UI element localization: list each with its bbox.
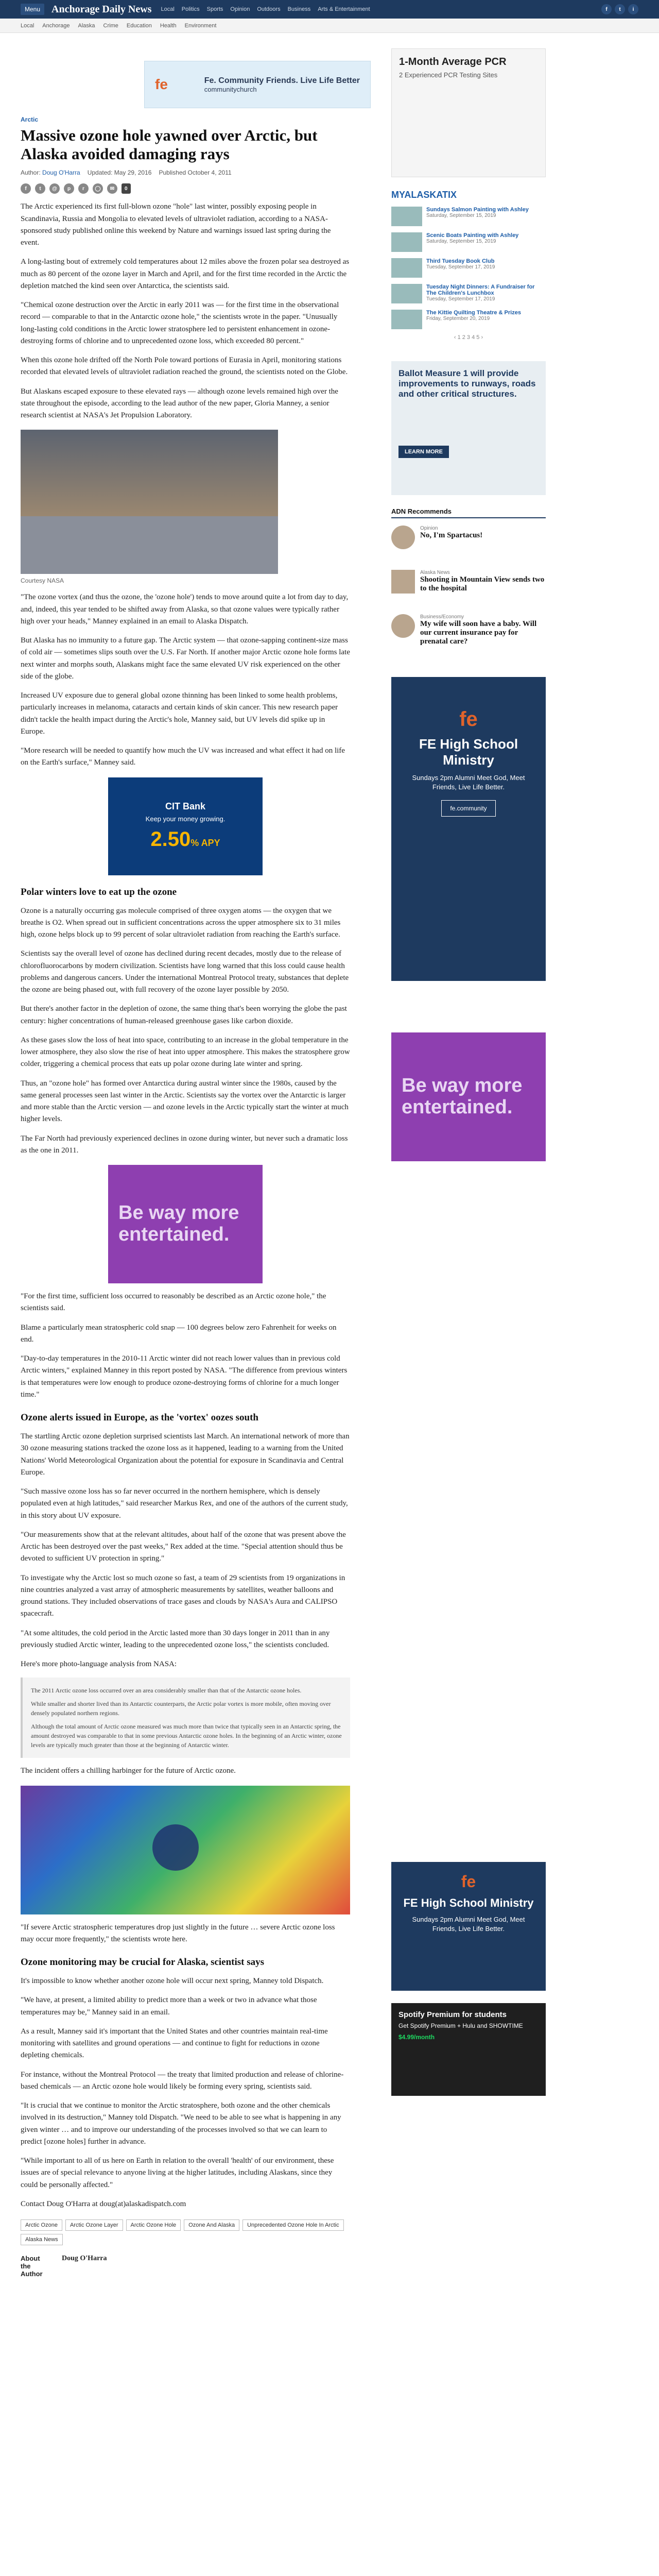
banner-title: Fe. Community Friends. Live Life Better [204, 76, 360, 85]
cit-bank-ad[interactable] [108, 777, 263, 875]
menu-button[interactable]: Menu [21, 4, 44, 15]
comment-count[interactable]: 0 [122, 183, 131, 194]
article [21, 116, 350, 2278]
nav-link[interactable]: Opinion [230, 6, 250, 12]
section-heading: Ozone monitoring may be crucial for Alaska, scientist says [21, 1957, 265, 1968]
paragraph: The Far North had previously experienced declines in ozone during winter, but never such a dramatic loss as the one in 2011. [21, 1134, 348, 1155]
pcr-ad[interactable] [391, 48, 546, 177]
event-item[interactable] [391, 284, 546, 303]
tag-list [21, 2219, 350, 2245]
fe-logo: fe [461, 1872, 476, 1891]
event-date: Tuesday, September 17, 2019 [426, 296, 495, 302]
reddit-share-icon[interactable]: r [78, 183, 89, 194]
quote-line: While smaller and shorter lived than its Antarctic counterparts, the Arctic polar vortex is more mobile, often moving over densely populated northern regions. [31, 1700, 331, 1717]
ballot-title: Ballot Measure 1 will provide improvements to runways, roads and other critical structures. [398, 368, 536, 399]
nav-link[interactable]: Business [287, 6, 311, 12]
nav-link[interactable]: Sports [206, 6, 223, 12]
paragraph: "While important to all of us here on Earth in relation to the overall 'health' of our environment, these issues are of special relevance to anyone living at the higher latitudes, including Alaskans, since they could be personally affected." [21, 2157, 334, 2189]
cit-tagline: Keep your money growing. [145, 815, 226, 823]
paragraph: Blame a particularly mean stratospheric cold snap — 100 degrees below zero Fahrenheit for weeks on end. [21, 1323, 337, 1344]
subnav-item[interactable]: Environment [184, 22, 217, 29]
event-date: Saturday, September 15, 2019 [426, 213, 496, 218]
event-date: Saturday, September 15, 2019 [426, 239, 496, 244]
quote-line: The 2011 Arctic ozone loss occurred over an area considerably smaller than that of the Antarctic ozone holes. [31, 1687, 302, 1694]
event-item[interactable] [391, 310, 546, 329]
avatar [391, 614, 415, 638]
mytix-logo[interactable]: MYALASKATIX [391, 190, 457, 200]
paragraph: "Such massive ozone loss has so far never occurred in the northern hemisphere, which is densely populated even at high latitudes," said researcher Markus Rex, and one of the authors of the current study, in this story about UV exposure. [21, 1487, 348, 1520]
paragraph: The Arctic experienced its first full-blown ozone "hole" last winter, possibly exposing people in Scandinavia, Russia and Mongolia to elevated levels of ultraviolet radiation, according to a NASA-sponsored study published online this weekend by Nature and warnings issued last spring during the event. [21, 202, 331, 247]
mail-share-icon[interactable]: ✉ [107, 183, 117, 194]
event-thumb [391, 207, 422, 226]
recommend-item[interactable] [391, 614, 546, 646]
subnav-item[interactable]: Health [160, 22, 177, 29]
mytix-widget [391, 190, 546, 341]
fe-title: FE High School Ministry [403, 1896, 534, 1909]
event-title: Third Tuesday Book Club [426, 258, 495, 264]
link-share-icon[interactable]: ◯ [93, 183, 103, 194]
paragraph: "Our measurements show that at the relevant altitudes, about half of the ozone that was present above the Arctic has been destroyed over the past weeks," Rex added at the time. "Special attention should thus be devoted to sufficient UV protection in spring." [21, 1530, 346, 1563]
subnav-item[interactable]: Local [21, 22, 34, 29]
headline: Massive ozone hole yawned over Arctic, but Alaska avoided damaging rays [21, 126, 318, 163]
paragraph: To investigate why the Arctic lost so much ozone so fast, a team of 29 scientists from 19 organizations in nine countries analyzed a vast array of atmospheric measurements by satellites, weather balloons and ground stations. They included observations of trace gases and clouds by NASA's Aura and CALIPSO spacecraft. [21, 1573, 345, 1618]
entertained-ad[interactable]: Be way more entertained. [108, 1165, 263, 1283]
paragraph: The startling Arctic ozone depletion surprised scientists last March. An international network of more than 30 ozone measuring stations tracked the ozone loss as it happened, leading to a warning from the United Nations' World Meteorological Organization about the potential for exposure in Scandinavia and Central Europe. [21, 1432, 350, 1477]
paragraph: The incident offers a chilling harbinger for the future of Arctic ozone. [21, 1767, 236, 1775]
paragraph: "Chemical ozone destruction over the Arctic in early 2011 was — for the first time in the observational record — comparable to that in the Antarctic ozone hole," the scientists wrote in the paper. "Unusually long-lasting cold conditions in the Arctic lower stratosphere led to persistent enhancement in ozone-destroying forms of chlorine and to unprecedented ozone loss, which exceeded 80 percent." [21, 301, 339, 345]
cit-unit: % APY [190, 838, 220, 849]
top-bar [0, 0, 659, 19]
top-nav [161, 6, 370, 12]
photo-caption: Courtesy NASA [21, 577, 64, 585]
about-name[interactable]: Doug O'Harra [62, 2255, 107, 2263]
tag[interactable]: Unprecedented Ozone Hole In Arctic [242, 2219, 344, 2231]
event-date: Friday, September 20, 2019 [426, 316, 490, 321]
event-title: The Kittie Quilting Theatre & Prizes [426, 310, 521, 316]
nasa-quote [21, 1677, 350, 1758]
paragraph: It's impossible to know whether another ozone hole will occur next spring, Manney told Dispatch. [21, 1977, 324, 1986]
paragraph: As these gases slow the loss of heat into space, contributing to an increase in the global temperature in the lower atmosphere, they also slow the rise of heat into upper atmosphere. This makes the stratosphere grow colder, triggering a chemical process that eats up polar ozone during late winter and spring. [21, 1036, 350, 1069]
paragraph: For instance, without the Montreal Protocol — the treaty that limited production and release of chlorine-based chemicals — an Arctic ozone hole would likely be forming every spring, scientists said. [21, 2070, 344, 2091]
paragraph: "At some altitudes, the cold period in the Arctic lasted more than 30 days longer in 2011 than in any previously studied Arctic winter, leading to the unprecedented ozone loss," the scientists concluded. [21, 1629, 330, 1649]
section-heading: Ozone alerts issued in Europe, as the 'vortex' oozes south [21, 1412, 258, 1423]
sub-nav [0, 19, 659, 33]
recommend-item[interactable] [391, 570, 546, 594]
updated-date: Updated: May 29, 2016 [87, 169, 152, 177]
nav-link[interactable]: Local [161, 6, 175, 12]
cit-ad-wrapper [21, 777, 350, 875]
paragraph: Here's more photo-language analysis from NASA: [21, 1660, 177, 1669]
ballot-ad[interactable] [391, 361, 546, 495]
recommend-label: Business/Economy [420, 614, 464, 620]
recommend-title: Shooting in Mountain View sends two to the hospital [420, 575, 545, 592]
byline [21, 169, 350, 176]
event-item[interactable] [391, 232, 546, 252]
paragraph: "The ozone vortex (and thus the ozone, the 'ozone hole') tends to move around quite a lot from day to day, and, indeed, this year tended to be shifted away from Alaska, so that ozone values were typically rather high over your heads," Manney explained in an email to Alaska Dispatch. [21, 593, 349, 625]
event-thumb [391, 284, 422, 303]
pinterest-share-icon[interactable]: p [64, 183, 74, 194]
event-thumb [391, 310, 422, 329]
paragraph: "If severe Arctic stratospheric temperatures drop just slightly in the future … severe Arctic ozone loss may occur more frequently," the scientists wrote here. [21, 1923, 335, 1943]
facebook-icon[interactable]: f [601, 4, 612, 14]
event-title: Sundays Salmon Painting with Ashley [426, 207, 529, 213]
about-label: About the Author [21, 2255, 43, 2278]
twitter-icon[interactable]: t [615, 4, 625, 14]
fe-title: FE High School Ministry [419, 736, 518, 768]
twitter-share-icon[interactable]: t [35, 183, 45, 194]
event-item[interactable] [391, 207, 546, 226]
nasa-photo [21, 430, 278, 574]
recommend-label: Alaska News [420, 570, 450, 575]
subnav-item[interactable]: Anchorage [42, 22, 70, 29]
author-link[interactable]: Doug O'Harra [42, 169, 80, 177]
sidebar [391, 48, 546, 2096]
event-date: Tuesday, September 17, 2019 [426, 264, 495, 270]
recommend-title: No, I'm Spartacus! [420, 531, 483, 539]
event-title: Tuesday Night Dinners: A Fundraiser for The Children's Lunchbox [426, 284, 535, 296]
paragraph: Thus, an "ozone hole" has formed over Antarctica during austral winter since the 1980s, caused by the same general processes seen last winter in the Arctic. Scientists say the vortex over the Antarctic is larger and more stable than the Arctic version — and ozone levels in the Arctic typically start the winter at much higher levels. [21, 1079, 349, 1124]
paragraph: Scientists say the overall level of ozone has declined during recent decades, mostly due to the release of chlorofluorocarbons by modern civilization. Scientists have long warned that this loss could cause health problems and dangerous cancers. Under the international Montreal Protocol treaty, substances that deplete the ozone are being phased out, with full recovery of the ozone layer possible by 2050. [21, 950, 349, 994]
event-title: Scenic Boats Painting with Ashley [426, 232, 519, 239]
pcr-sub: 2 Experienced PCR Testing Sites [399, 71, 498, 79]
tag[interactable]: Ozone And Alaska [184, 2219, 239, 2231]
nav-link[interactable]: Arts & Entertainment [318, 6, 370, 12]
paragraph: "We have, at present, a limited ability to predict more than a week or two in advance what those temperatures may be," Manney said in an email. [21, 1996, 317, 2016]
published-date: Published October 4, 2011 [159, 169, 232, 177]
mytix-pager[interactable]: ‹ 1 2 3 4 5 › [454, 334, 483, 341]
top-banner-ad[interactable] [144, 61, 371, 108]
photo-wrapper [21, 430, 350, 574]
recommend-item[interactable] [391, 526, 546, 549]
paragraph: But there's another factor in the depletion of ozone, the same thing that's been worrying the globe the past century: higher concentrations of human-released greenhouse gases like carbon dioxide. [21, 1005, 347, 1025]
site-logo[interactable]: Anchorage Daily News [51, 3, 152, 15]
author-line: Author: Doug O'Harra [21, 169, 80, 177]
paragraph: But Alaska has no immunity to a future gap. The Arctic system — that ozone-sapping continent-size mass of cold air — sometimes slips south over the U.S. Far North. If another major Arctic ozone hole forms late next winter and morphs south, Alaskans might face the same elevated UV risk experienced on the other side of the globe. [21, 636, 350, 681]
paragraph: A long-lasting bout of extremely cold temperatures about 12 miles above the frozen polar sea destroyed as much as 80 percent of the ozone layer in March and April, and for the first time recorded in the Arctic the depletion matched the kind seen over Antarctica, the scientists said. [21, 258, 350, 290]
ballot-button[interactable]: LEARN MORE [398, 446, 449, 458]
subnav-item[interactable]: Education [126, 22, 152, 29]
pcr-title: 1-Month Average PCR [399, 56, 507, 67]
tag[interactable]: Arctic Ozone [21, 2219, 62, 2231]
paragraph: As a result, Manney said it's important that the United States and other countries maintain real-time monitoring with satellites and ground operations — and continue to fight for reductions in ozone depleting chemicals. [21, 2027, 328, 2060]
event-thumb [391, 258, 422, 278]
entertained-ad[interactable]: Be way more entertained. [391, 1032, 546, 1161]
fe-logo: fe [459, 708, 478, 731]
spotify-sub: Get Spotify Premium + Hulu and SHOWTIME [398, 2022, 523, 2029]
paragraph: "It is crucial that we continue to monitor the Arctic stratosphere, both ozone and the other chemicals involved in its destruction," Manney told Dispatch. "We need to be able to see what is happening in any given winter … and to improve our understanding of the processes involved so that we can learn to predict [ozone holes] further in advance. [21, 2102, 341, 2146]
cit-brand: CIT Bank [165, 801, 205, 812]
subnav-item[interactable]: Crime [103, 22, 118, 29]
recommend-title: My wife will soon have a baby. Will our current insurance pay for prenatal care? [420, 620, 537, 646]
nav-link[interactable]: Outdoors [257, 6, 281, 12]
paragraph: When this ozone hole drifted off the North Pole toward portions of Eurasia in April, monitoring stations recorded that elevated levels of ultraviolet radiation reached the ground, the scientists noted on the Globe. [21, 356, 348, 377]
recommend-label: Opinion [420, 526, 438, 531]
spotify-price: $4.99/month [398, 2033, 435, 2041]
tag[interactable]: Arctic Ozone Layer [65, 2219, 123, 2231]
section-heading: Polar winters love to eat up the ozone [21, 886, 177, 897]
share-bar [21, 183, 350, 194]
subnav-item[interactable]: Alaska [78, 22, 95, 29]
kicker[interactable]: Arctic [21, 116, 39, 123]
cit-rate: 2.50 [150, 828, 191, 851]
paragraph: "Day-to-day temperatures in the 2010-11 Arctic winter did not reach lower values than in previous cold Arctic winters," explained Manney in this report posted by NASA. "The difference from previous winters is that temperatures were low enough to produce ozone-destroying forms of chlorine for a much longer time." [21, 1354, 348, 1399]
social-icons [601, 4, 638, 14]
about-author [21, 2255, 350, 2278]
fe-sub: Sundays 2pm Alumni Meet God, Meet Friends, Live Life Better. [412, 774, 525, 791]
fe-ministry-ad[interactable] [391, 1862, 546, 1991]
paragraph: "More research will be needed to quantify how much the UV was increased and what effect it had on life on the Earth's surface," Manney said. [21, 747, 345, 767]
spotify-ad[interactable] [391, 2003, 546, 2096]
instagram-icon[interactable]: i [628, 4, 638, 14]
fe-logo: fe [155, 76, 168, 92]
fe-ministry-ad[interactable] [391, 677, 546, 981]
contact-line: Contact Doug O'Harra at doug(at)alaskadispatch.com [21, 2199, 186, 2208]
entertained-ad-wrapper [21, 1165, 350, 1283]
paragraph: Increased UV exposure due to general global ozone thinning has been linked to some health problems, particularly increases in melanoma, cataracts and certain kinds of skin cancer. This new research paper didn't tackle the health impact during the Arctic's hole, Manney said, but UV levels did spike up in Europe. [21, 691, 338, 736]
nav-link[interactable]: Politics [181, 6, 200, 12]
avatar [391, 526, 415, 549]
spotify-title: Spotify Premium for students [398, 2010, 507, 2019]
email-share-icon[interactable]: @ [49, 183, 60, 194]
paragraph: "For the first time, sufficient loss occurred to reasonably be described as an Arctic ozone hole," the scientists said. [21, 1292, 326, 1313]
fe-button[interactable]: fe.community [441, 800, 495, 817]
banner-sub: communitychurch [204, 85, 257, 93]
thumb [391, 570, 415, 594]
fe-sub: Sundays 2pm Alumni Meet God, Meet Friends, Live Life Better. [412, 1916, 525, 1933]
quote-line: Although the total amount of Arctic ozone measured was much more than twice that typically seen in an Antarctic spring, the amount destroyed was comparable to that in some previous Antarctic ozone holes. In the beginning of an Arctic winter, ozone levels are typically much greater than those at the beginning of Antarctic winter. [31, 1723, 342, 1749]
tag[interactable]: Arctic Ozone Hole [126, 2219, 181, 2231]
event-item[interactable] [391, 258, 546, 278]
ozone-map-image [21, 1786, 350, 1914]
adn-recommends-heading: ADN Recommends [391, 507, 546, 518]
facebook-share-icon[interactable]: f [21, 183, 31, 194]
paragraph: But Alaskans escaped exposure to these elevated rays — although ozone levels remained high over the state throughout the episode, according to the lead author of the new paper, Gloria Manney, a senior research scientist at NASA's Jet Propulsion Laboratory. [21, 387, 338, 420]
paragraph: Ozone is a naturally occurring gas molecule comprised of three oxygen atoms — the oxygen that we breathe is O2. When spread out in sufficient concentrations across the upper atmosphere six to 31 miles high, ozone helps block up to 99 percent of solar ultraviolet radiation from reaching the Earth's surface. [21, 906, 341, 939]
tag[interactable]: Alaska News [21, 2234, 63, 2245]
event-thumb [391, 232, 422, 252]
